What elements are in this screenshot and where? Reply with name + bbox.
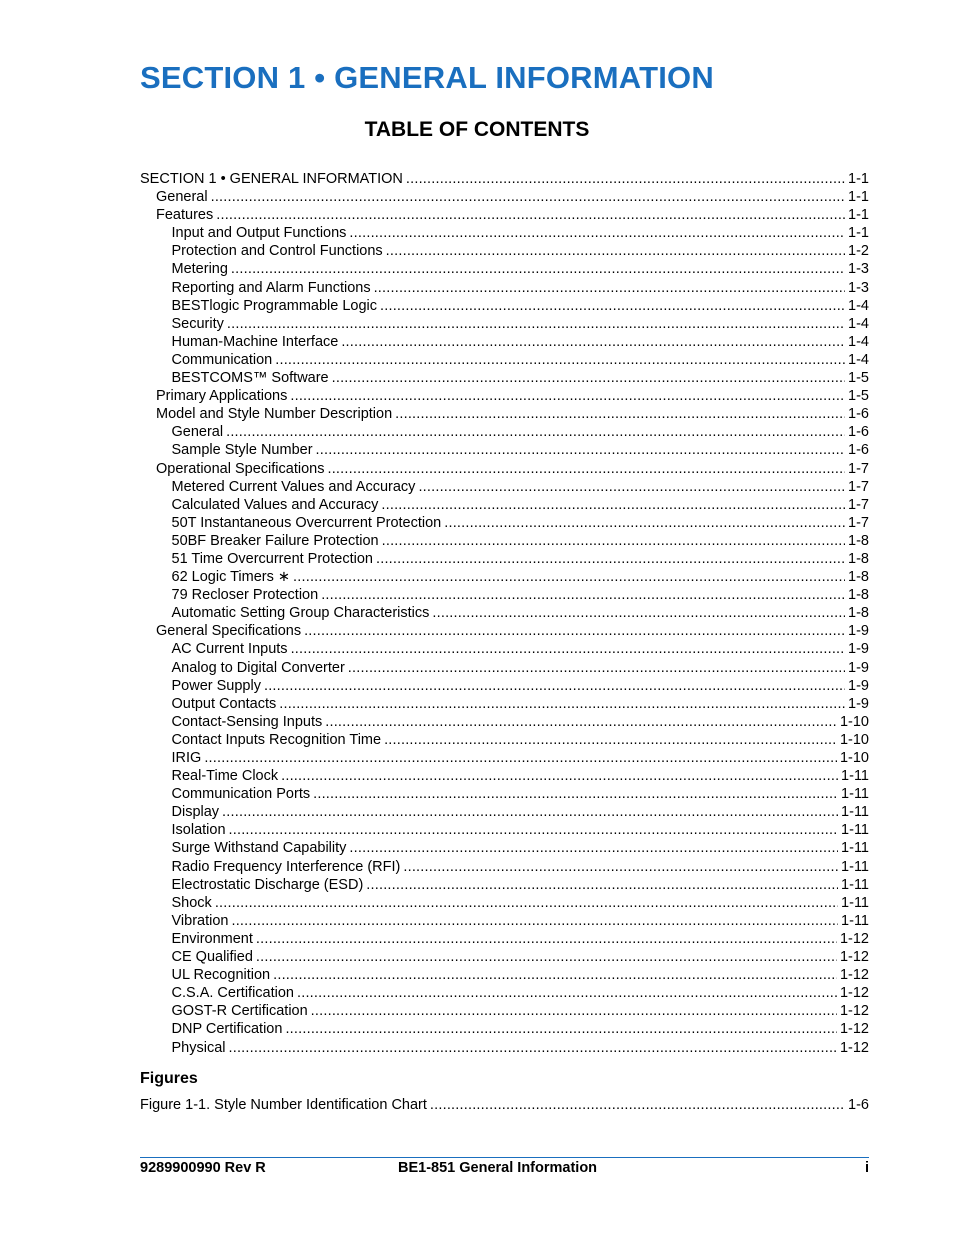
- section-heading: SECTION 1 • GENERAL INFORMATION: [140, 60, 714, 95]
- toc-entry-page: 1-3: [848, 261, 869, 278]
- toc-entry-page: 1-11: [841, 822, 869, 839]
- toc-entry-label: Sample Style Number: [171, 442, 313, 459]
- toc-entry[interactable]: [140, 695, 869, 713]
- toc-entry-label: Automatic Setting Group Characteristics: [171, 605, 430, 622]
- toc-entry[interactable]: [140, 948, 869, 966]
- toc-entry-page: 1-6: [848, 424, 869, 441]
- toc-entry-label: Shock: [171, 894, 212, 911]
- toc-entry[interactable]: [140, 224, 869, 242]
- toc-entry-label: Environment: [171, 930, 253, 947]
- toc-entry-label: Contact-Sensing Inputs: [171, 713, 323, 730]
- toc-entry[interactable]: [140, 984, 869, 1002]
- dot-leader: [332, 369, 845, 387]
- toc-entry[interactable]: [140, 713, 869, 731]
- toc-entry-label: Analog to Digital Converter: [171, 659, 345, 676]
- dot-leader: [204, 749, 837, 767]
- dot-leader: [297, 984, 837, 1002]
- dot-leader: [291, 640, 845, 658]
- toc-entry[interactable]: [140, 640, 869, 658]
- toc-entry[interactable]: [140, 514, 869, 532]
- dot-leader: [432, 604, 845, 622]
- dot-leader: [229, 1039, 837, 1057]
- dot-leader: [229, 821, 839, 839]
- toc-entry-label: Model and Style Number Description: [156, 406, 393, 423]
- dot-leader: [376, 550, 845, 568]
- toc-entry[interactable]: [140, 858, 869, 876]
- toc-entry-page: 1-8: [848, 587, 869, 604]
- page-footer: [140, 1160, 869, 1180]
- toc-entry[interactable]: [140, 930, 869, 948]
- dot-leader: [231, 912, 838, 930]
- toc-entry[interactable]: [140, 387, 869, 405]
- toc-entry-label: DNP Certification: [171, 1021, 283, 1038]
- dot-leader: [374, 279, 845, 297]
- toc-entry-page: 1-9: [848, 677, 869, 694]
- dot-leader: [211, 188, 845, 206]
- toc-entry-page: 1-11: [841, 840, 869, 857]
- toc-entry-label: SECTION 1 • GENERAL INFORMATION: [140, 171, 403, 187]
- toc-entry[interactable]: [140, 315, 869, 333]
- toc-entry[interactable]: [140, 279, 869, 297]
- toc-entry-page: 1-7: [848, 514, 869, 531]
- toc-entry[interactable]: [140, 803, 869, 821]
- toc-entry-page: 1-3: [848, 279, 869, 296]
- toc-entry-page: 1-6: [848, 406, 869, 423]
- toc-entry[interactable]: [140, 894, 869, 912]
- toc-entry-page: 1-7: [848, 478, 869, 495]
- dot-leader: [313, 785, 838, 803]
- toc-entry[interactable]: [140, 405, 869, 423]
- toc-entry-label: 50T Instantaneous Overcurrent Protection: [171, 514, 442, 531]
- dot-leader: [226, 423, 845, 441]
- toc-entry-label: GOST-R Certification: [171, 1003, 308, 1020]
- dot-leader: [325, 713, 837, 731]
- toc-entry[interactable]: [140, 586, 869, 604]
- toc-entry[interactable]: [140, 260, 869, 278]
- toc-entry-page: 1-11: [841, 768, 869, 785]
- toc-entry[interactable]: [140, 188, 869, 206]
- dot-leader: [304, 622, 845, 640]
- toc-entry-label: CE Qualified: [171, 949, 253, 966]
- toc-entry-page: 1-9: [848, 659, 869, 676]
- dot-leader: [348, 659, 845, 677]
- toc-entry-page: 1-12: [839, 985, 869, 1002]
- toc-entry[interactable]: [140, 839, 869, 857]
- table-of-contents: [140, 170, 869, 1057]
- toc-entry-label: General: [156, 189, 208, 206]
- toc-entry[interactable]: [140, 170, 869, 188]
- dot-leader: [216, 206, 845, 224]
- toc-entry-page: 1-11: [841, 894, 869, 911]
- toc-entry-label: UL Recognition: [171, 967, 271, 984]
- dot-leader: [366, 876, 838, 894]
- footer-doc-number: 9289900990 Rev R: [140, 1160, 266, 1176]
- toc-entry-label: BESTlogic Programmable Logic: [171, 297, 378, 314]
- toc-entry-page: 1-6: [848, 442, 869, 459]
- dot-leader: [406, 170, 845, 188]
- dot-leader: [316, 441, 846, 459]
- toc-entry-page: 1-7: [848, 496, 869, 513]
- toc-entry-page: 1-1: [848, 207, 869, 224]
- dot-leader: [381, 496, 845, 514]
- toc-entry-page: 1-1: [848, 171, 869, 187]
- toc-entry-page: 1-9: [848, 623, 869, 640]
- dot-leader: [231, 260, 845, 278]
- toc-entry[interactable]: [140, 478, 869, 496]
- toc-entry-label: Figure 1-1. Style Number Identification Chart: [140, 1097, 427, 1113]
- toc-entry[interactable]: [140, 496, 869, 514]
- toc-entry[interactable]: [140, 532, 869, 550]
- figures-list: [140, 1096, 869, 1114]
- toc-entry[interactable]: [140, 785, 869, 803]
- toc-entry-page: 1-5: [848, 370, 869, 387]
- toc-title: TABLE OF CONTENTS: [364, 118, 590, 141]
- toc-entry-label: 62 Logic Timers ∗: [171, 569, 291, 586]
- toc-entry[interactable]: [140, 297, 869, 315]
- dot-leader: [341, 333, 845, 351]
- toc-entry[interactable]: [140, 1096, 869, 1114]
- toc-entry-page: 1-11: [841, 786, 869, 803]
- toc-entry-page: 1-11: [841, 876, 869, 893]
- toc-entry-page: 1-9: [848, 695, 869, 712]
- toc-entry-label: Communication Ports: [171, 786, 311, 803]
- dot-leader: [256, 948, 837, 966]
- dot-leader: [256, 930, 837, 948]
- toc-entry[interactable]: [140, 460, 869, 478]
- toc-entry-page: 1-12: [839, 967, 869, 984]
- footer-divider: [140, 1157, 869, 1158]
- toc-entry-label: Input and Output Functions: [171, 225, 347, 242]
- toc-entry-label: Surge Withstand Capability: [171, 840, 347, 857]
- toc-entry-page: 1-11: [841, 858, 869, 875]
- toc-entry-label: Features: [156, 207, 214, 224]
- toc-entry[interactable]: [140, 568, 869, 586]
- toc-entry-page: 1-1: [848, 225, 869, 242]
- toc-entry[interactable]: [140, 333, 869, 351]
- toc-entry-label: Physical: [171, 1039, 226, 1056]
- dot-leader: [311, 1002, 837, 1020]
- dot-leader: [275, 351, 845, 369]
- dot-leader: [281, 767, 838, 785]
- toc-entry[interactable]: [140, 550, 869, 568]
- dot-leader: [290, 387, 845, 405]
- dot-leader: [403, 858, 838, 876]
- toc-entry-label: General: [171, 424, 224, 441]
- toc-entry-label: Isolation: [171, 822, 226, 839]
- toc-entry-label: AC Current Inputs: [171, 641, 288, 658]
- toc-entry-label: 50BF Breaker Failure Protection: [171, 532, 379, 549]
- toc-entry[interactable]: [140, 622, 869, 640]
- dot-leader: [418, 478, 845, 496]
- dot-leader: [395, 405, 845, 423]
- toc-entry[interactable]: [140, 966, 869, 984]
- toc-entry-label: Display: [171, 804, 220, 821]
- toc-entry[interactable]: [140, 206, 869, 224]
- toc-entry[interactable]: [140, 749, 869, 767]
- toc-entry-page: 1-12: [839, 1003, 869, 1020]
- toc-entry-page: 1-4: [848, 333, 869, 350]
- toc-entry[interactable]: [140, 1039, 869, 1057]
- toc-entry-label: Operational Specifications: [156, 460, 325, 477]
- toc-entry-label: C.S.A. Certification: [171, 985, 294, 1002]
- dot-leader: [380, 297, 845, 315]
- toc-entry-label: Calculated Values and Accuracy: [171, 496, 379, 513]
- toc-entry-page: 1-7: [848, 460, 869, 477]
- toc-entry-label: BESTCOMS™ Software: [171, 370, 329, 387]
- toc-entry-page: 1-1: [848, 189, 869, 206]
- dot-leader: [430, 1096, 845, 1114]
- toc-entry[interactable]: [140, 677, 869, 695]
- toc-entry-label: Protection and Control Functions: [171, 243, 383, 260]
- dot-leader: [321, 586, 845, 604]
- toc-entry-page: 1-8: [848, 605, 869, 622]
- toc-entry[interactable]: [140, 423, 869, 441]
- toc-entry[interactable]: [140, 351, 869, 369]
- toc-entry-label: 79 Recloser Protection: [171, 587, 319, 604]
- footer-title: BE1-851 General Information: [398, 1160, 598, 1176]
- toc-entry-page: 1-10: [839, 731, 869, 748]
- toc-entry-label: Communication: [171, 351, 273, 368]
- figures-heading: Figures: [140, 1070, 198, 1087]
- toc-entry-page: 1-11: [841, 804, 869, 821]
- toc-entry[interactable]: [140, 821, 869, 839]
- toc-entry-page: 1-10: [839, 713, 869, 730]
- toc-entry-label: Reporting and Alarm Functions: [171, 279, 371, 296]
- toc-entry-page: 1-4: [848, 315, 869, 332]
- toc-entry-page: 1-4: [848, 297, 869, 314]
- dot-leader: [349, 839, 838, 857]
- toc-entry-page: 1-8: [848, 550, 869, 567]
- dot-leader: [293, 568, 845, 586]
- toc-entry[interactable]: [140, 912, 869, 930]
- toc-entry-label: Power Supply: [171, 677, 261, 694]
- dot-leader: [444, 514, 845, 532]
- toc-entry-page: 1-10: [839, 750, 869, 766]
- toc-entry-page: 1-6: [848, 1097, 869, 1113]
- dot-leader: [285, 1020, 837, 1038]
- toc-entry-label: General Specifications: [156, 623, 302, 640]
- toc-entry[interactable]: [140, 604, 869, 622]
- toc-entry-label: Vibration: [171, 912, 229, 929]
- toc-entry-label: Human-Machine Interface: [171, 333, 339, 350]
- dot-leader: [227, 315, 845, 333]
- toc-entry-page: 1-8: [848, 532, 869, 549]
- dot-leader: [273, 966, 837, 984]
- toc-entry-page: 1-12: [839, 1039, 869, 1056]
- toc-entry-label: Electrostatic Discharge (ESD): [171, 876, 364, 893]
- toc-entry-page: 1-2: [848, 243, 869, 260]
- dot-leader: [382, 532, 845, 550]
- dot-leader: [264, 677, 845, 695]
- toc-entry-label: Security: [171, 315, 224, 332]
- toc-entry-page: 1-4: [848, 351, 869, 368]
- toc-entry-page: 1-9: [848, 641, 869, 658]
- toc-entry-label: Primary Applications: [156, 388, 288, 405]
- toc-entry-page: 1-5: [848, 388, 869, 405]
- dot-leader: [386, 242, 845, 260]
- toc-entry[interactable]: [140, 1002, 869, 1020]
- dot-leader: [279, 695, 845, 713]
- toc-entry[interactable]: [140, 659, 869, 677]
- toc-entry-label: Real-Time Clock: [171, 768, 279, 785]
- dot-leader: [327, 460, 845, 478]
- dot-leader: [349, 224, 845, 242]
- toc-entry-label: Metered Current Values and Accuracy: [171, 478, 416, 495]
- dot-leader: [215, 894, 838, 912]
- toc-entry-label: Output Contacts: [171, 695, 277, 712]
- toc-entry-label: 51 Time Overcurrent Protection: [171, 550, 373, 567]
- toc-entry-page: 1-12: [839, 949, 869, 966]
- toc-entry[interactable]: [140, 1020, 869, 1038]
- toc-entry-page: 1-12: [839, 1021, 869, 1038]
- toc-entry[interactable]: [140, 731, 869, 749]
- footer-page-number: i: [864, 1160, 869, 1176]
- toc-entry-label: Contact Inputs Recognition Time: [171, 731, 382, 748]
- toc-entry-page: 1-12: [839, 930, 869, 947]
- toc-entry-label: Metering: [171, 261, 228, 278]
- toc-entry[interactable]: [140, 242, 869, 260]
- dot-leader: [384, 731, 837, 749]
- toc-entry-page: 1-11: [841, 912, 869, 929]
- toc-entry[interactable]: [140, 369, 869, 387]
- toc-entry[interactable]: [140, 767, 869, 785]
- toc-entry[interactable]: [140, 441, 869, 459]
- toc-entry[interactable]: [140, 876, 869, 894]
- dot-leader: [222, 803, 838, 821]
- toc-entry-page: 1-8: [848, 569, 869, 586]
- toc-entry-label: IRIG: [171, 750, 202, 766]
- toc-entry-label: Radio Frequency Interference (RFI): [171, 858, 401, 875]
